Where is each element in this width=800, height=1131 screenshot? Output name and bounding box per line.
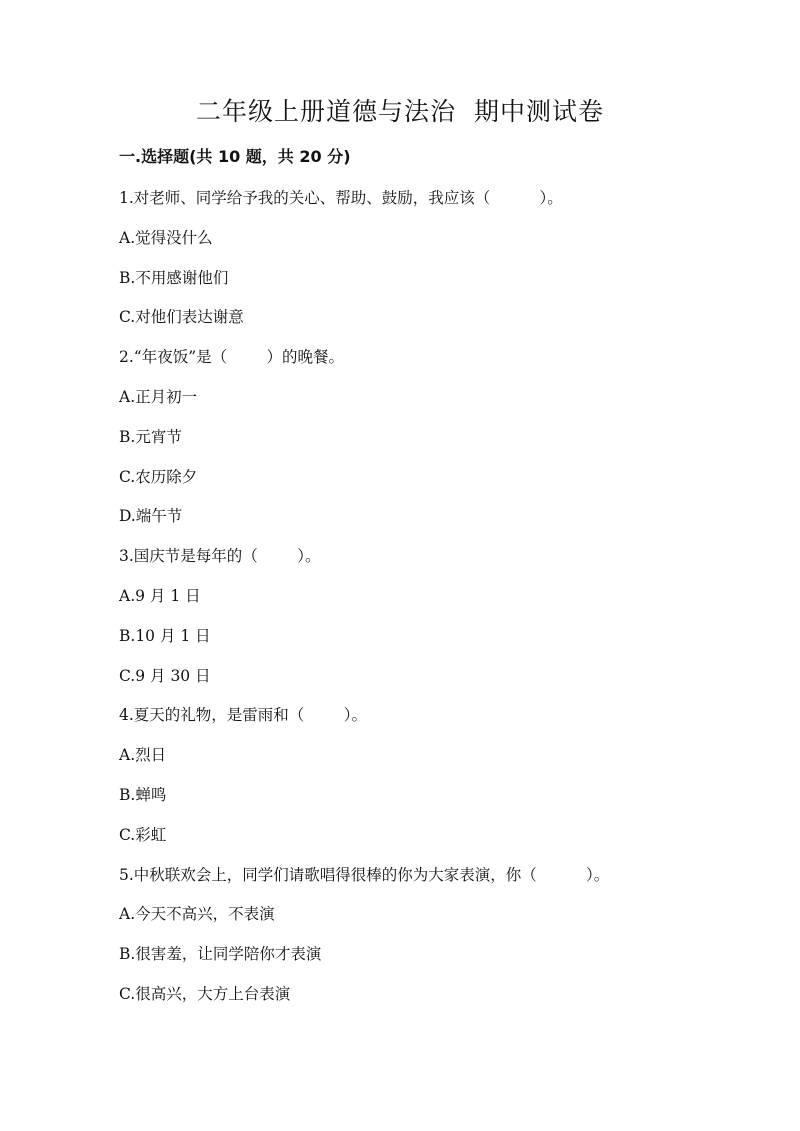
question-stem: 2.“年夜饭”是（ ）的晚餐。 [119, 348, 345, 367]
answer-option: C.农历除夕 [119, 467, 198, 486]
section-heading: 一.选择题(共 10 题，共 20 分) [119, 147, 351, 166]
answer-option: B.10 月 1 日 [119, 626, 211, 645]
question-stem: 3.国庆节是每年的（ ）。 [119, 547, 321, 566]
answer-option: B.不用感谢他们 [119, 268, 229, 287]
answer-option: C.9 月 30 日 [119, 666, 211, 685]
answer-option: A.烈日 [119, 746, 167, 765]
answer-option: A.今天不高兴，不表演 [119, 905, 275, 924]
question-stem: 1.对老师、同学给予我的关心、帮助、鼓励，我应该（ ）。 [119, 189, 563, 207]
answer-option: C.彩虹 [119, 825, 167, 844]
question-list [119, 186, 739, 1022]
answer-option: B.很害羞，让同学陪你才表演 [119, 945, 322, 964]
page-title: 二年级上册道德与法治 期中测试卷 [196, 97, 604, 126]
answer-option: B.蝉鸣 [119, 785, 167, 804]
question-stem: 5.中秋联欢会上，同学们请歌唱得很棒的你为大家表演，你（ ）。 [119, 865, 610, 884]
answer-option: D.端午节 [119, 507, 183, 526]
answer-option: C.很高兴，大方上台表演 [119, 984, 291, 1003]
answer-option: A.觉得没什么 [119, 228, 213, 247]
answer-option: A.正月初一 [119, 387, 198, 406]
question-stem: 4.夏天的礼物，是雷雨和（ ）。 [119, 706, 367, 725]
answer-option: A.9 月 1 日 [119, 586, 201, 605]
answer-option: C.对他们表达谢意 [119, 308, 244, 327]
answer-option: B.元宵节 [119, 427, 182, 446]
